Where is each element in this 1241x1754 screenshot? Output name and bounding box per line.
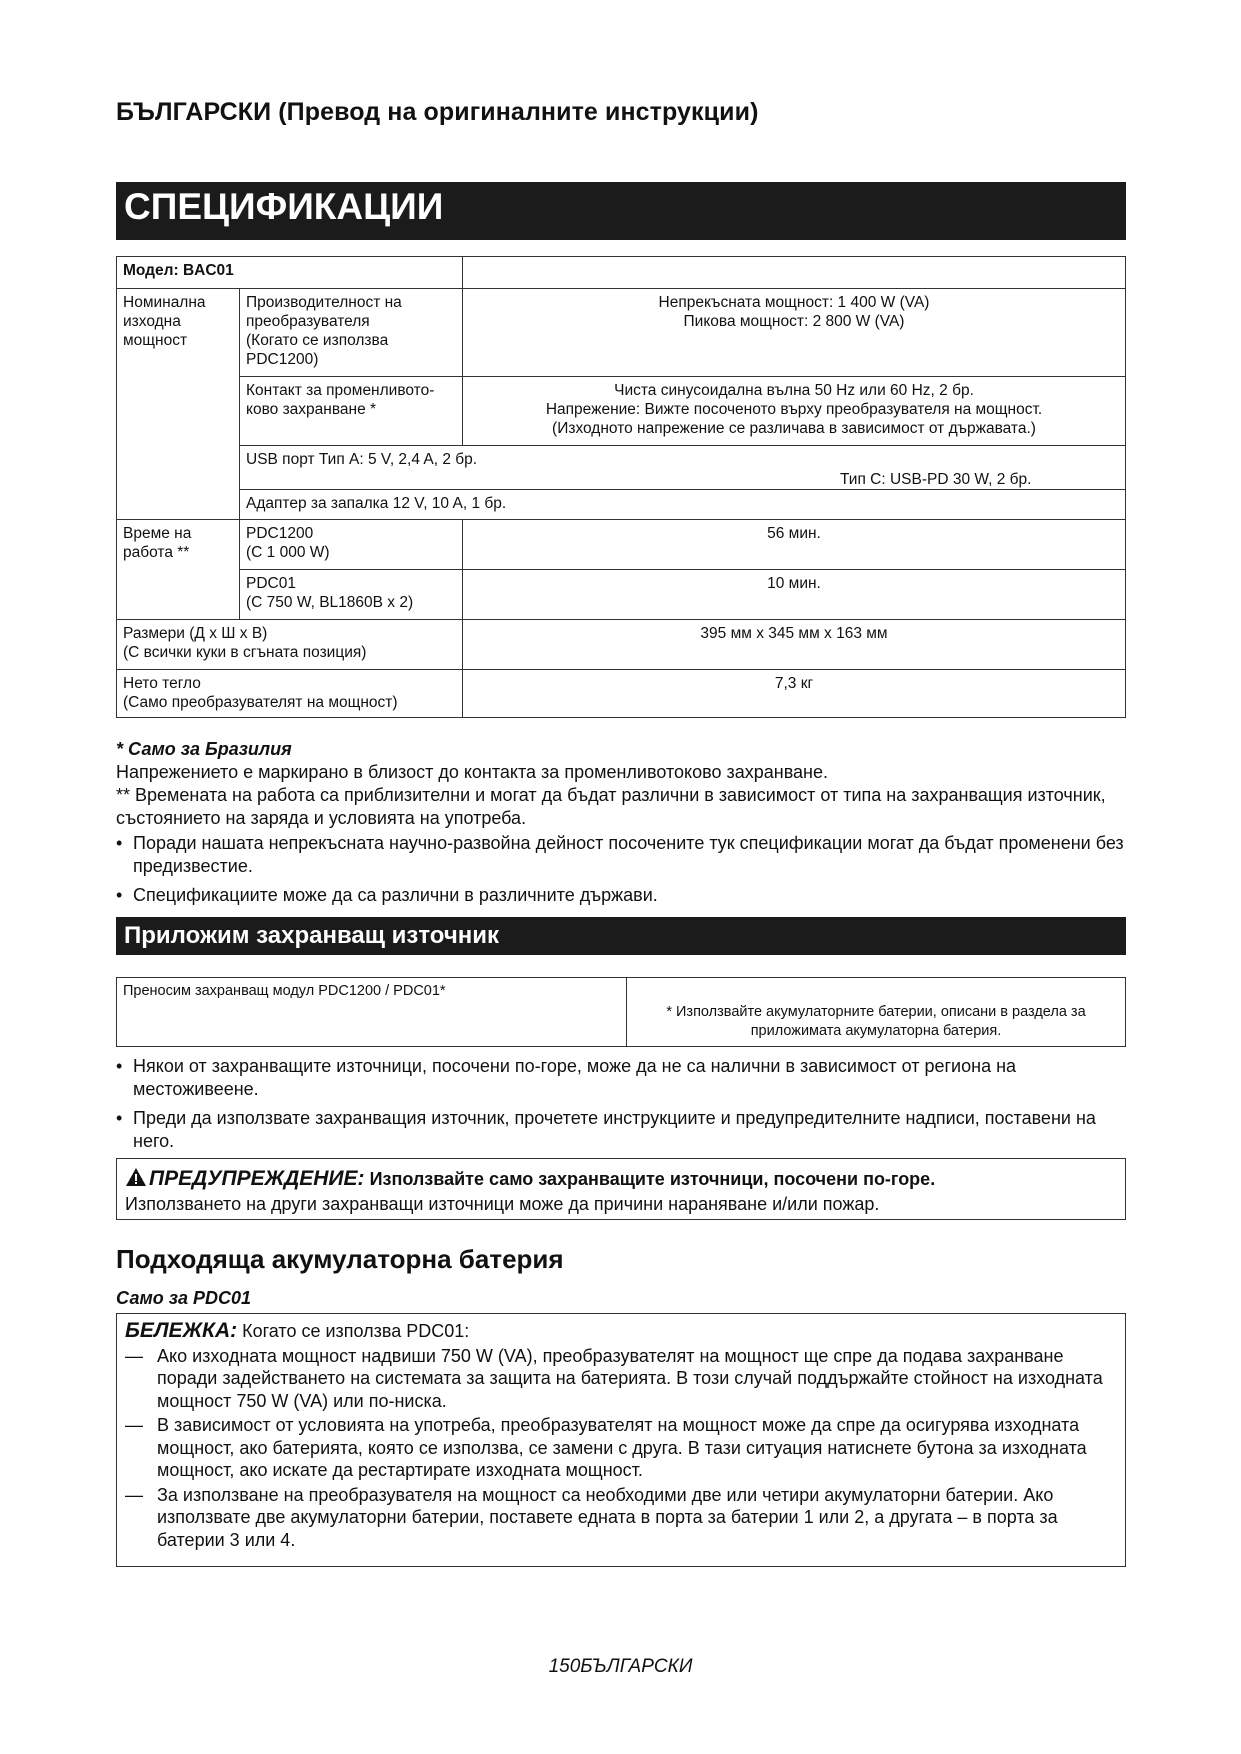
model-cell: Модел: BAC01 [117,257,463,289]
table-row [117,490,1126,520]
usb-type-c: Тип C: USB-PD 30 W, 2 бр. [840,471,1032,488]
list-item [116,1107,1126,1153]
bullet-mark: • [116,885,123,905]
weight-value: 7,3 кг [463,670,1126,718]
warning-triangle-icon [125,1167,147,1193]
power-source-right-cell: * Използвайте акумулаторните батерии, описани в раздела за приложимата акумулаторна батерия. [627,978,1126,1047]
list-item [116,1055,1126,1101]
runtime-label: Време на работа ** [117,520,240,620]
bullet-mark: • [116,833,123,853]
warning-box [116,1158,1126,1220]
brazil-note-text: Напрежението е маркирано в близост до контакта за променливотоково захранване. [116,762,829,782]
note-intro: Когато се използва PDC01: [242,1321,470,1341]
list-item [125,1414,1117,1482]
list-item-text: Поради нашата непрекъсната научно-развойна дейност посочените тук спецификации могат да бъдат променени без предизвестие. [133,833,1124,876]
specification-notes [116,738,1126,907]
table-row [117,570,1126,620]
power-source-left-cell: Преносим захранващ модул PDC1200 / PDC01* [117,978,627,1047]
inverter-label: Производителност на преобразувателя (Когато се използва PDC1200) [240,289,463,377]
list-item [116,884,1126,907]
table-row [117,289,1126,377]
power-source-banner: Приложим захранващ източник [116,917,1126,955]
ac-outlet-label: Контакт за променливото- ково захранване * [240,377,463,446]
brazil-note-title: * Само за Бразилия [116,739,292,759]
inverter-value: Непрекъсната мощност: 1 400 W (VA) Пикова мощност: 2 800 W (VA) [463,289,1126,377]
pdc1200-label: PDC1200 (С 1 000 W) [240,520,463,570]
list-item-text: Спецификациите може да са различни в различните държави. [133,885,658,905]
list-item-text: Ако изходната мощност надвиши 750 W (VA), преобразувателят на мощност ще спре да подава захранване поради задействането на системата за защита на батерията. В този случай поддържайте стойност на изходната мощност 750 W (VA) или по-ниска. [157,1345,1103,1411]
dimensions-value: 395 мм x 345 мм x 163 мм [463,620,1126,670]
table-row [117,520,1126,570]
runtime-note: ** Времената на работа са приблизителни и могат да бъдат различни в зависимост от типа на захранващия източник, състоянието на заряда и условията на употреба. [116,785,1106,828]
list-item-text: Преди да използвате захранващия източник, прочетете инструкциите и предупредителните надписи, поставени на него. [133,1108,1096,1151]
page-footer: 150БЪЛГАРСКИ [548,1656,693,1677]
warning-text: Използването на други захранващи източници може да причини нараняване и/или пожар. [125,1194,880,1214]
pdc01-label: PDC01 (С 750 W, BL1860B x 2) [240,570,463,620]
pdc01-only-label: Само за PDC01 [116,1288,251,1308]
table-row [117,446,1126,490]
bullet-mark: • [116,1056,123,1076]
table-row [117,978,1126,1047]
list-item [125,1484,1117,1552]
list-item-text: За използване на преобразувателя на мощност са необходими две или четири акумулаторни батерии. Ако използвате две акумулаторни батерии, поставете едната в порта за батерии 1 или 2, а другата – в порта за батерии 3 или 4. [157,1484,1058,1550]
empty-cell [463,257,1126,289]
table-row [117,257,1126,289]
weight-label: Нето тегло (Само преобразувателят на мощност) [117,670,463,718]
table-row [117,377,1126,446]
bullet-mark: • [116,1108,123,1128]
table-row [117,670,1126,718]
specifications-banner: СПЕЦИФИКАЦИИ [116,182,1126,240]
list-item-text: В зависимост от условията на употреба, преобразувателят на мощност може да спре да осигурява изходната мощност, ако батерията, която се използва, се замени с друга. В тази ситуация натиснете бутона за изходната мощност, ако искате да рестартирате изходната мощност. [157,1415,1087,1480]
power-source-table [116,977,1126,1047]
list-item-text: Някои от захранващите източници, посочени по-горе, може да не са налични в зависимост от региона на местоживеене. [133,1056,1017,1099]
warning-bold-text: Използвайте само захранващите източници, посочени по-горе. [369,1169,936,1189]
rated-output-label: Номинална изходна мощност [117,289,240,520]
page-heading: БЪЛГАРСКИ (Превод на оригиналните инструкции) [116,98,759,126]
list-item [116,832,1126,878]
specifications-table [116,256,1126,718]
dash-mark: — [125,1484,143,1505]
usb-cell [240,446,1126,490]
power-source-notes [116,1053,1126,1153]
table-row [117,620,1126,670]
ac-outlet-value: Чиста синусоидална вълна 50 Hz или 60 Hz, 2 бр. Напрежение: Вижте посоченото върху преобразувателя на мощност. (Изходното напрежение се различава в зависимост от държавата.) [463,377,1126,446]
dash-mark: — [125,1415,143,1435]
dimensions-label: Размери (Д x Ш x В) (С всички куки в сгъната позиция) [117,620,463,670]
note-title: БЕЛЕЖКА: [125,1319,238,1342]
adapter-cell: Адаптер за запалка 12 V, 10 A, 1 бр. [240,490,1126,520]
list-item [125,1345,1117,1413]
warning-title: ПРЕДУПРЕЖДЕНИЕ: [149,1167,365,1190]
pdc01-value: 10 мин. [463,570,1126,620]
dash-mark: — [125,1345,143,1366]
note-box [116,1313,1126,1567]
battery-heading: Подходяща акумулаторна батерия [116,1244,564,1274]
usb-type-a: USB порт Тип A: 5 V, 2,4 A, 2 бр. [246,451,478,468]
pdc1200-value: 56 мин. [463,520,1126,570]
